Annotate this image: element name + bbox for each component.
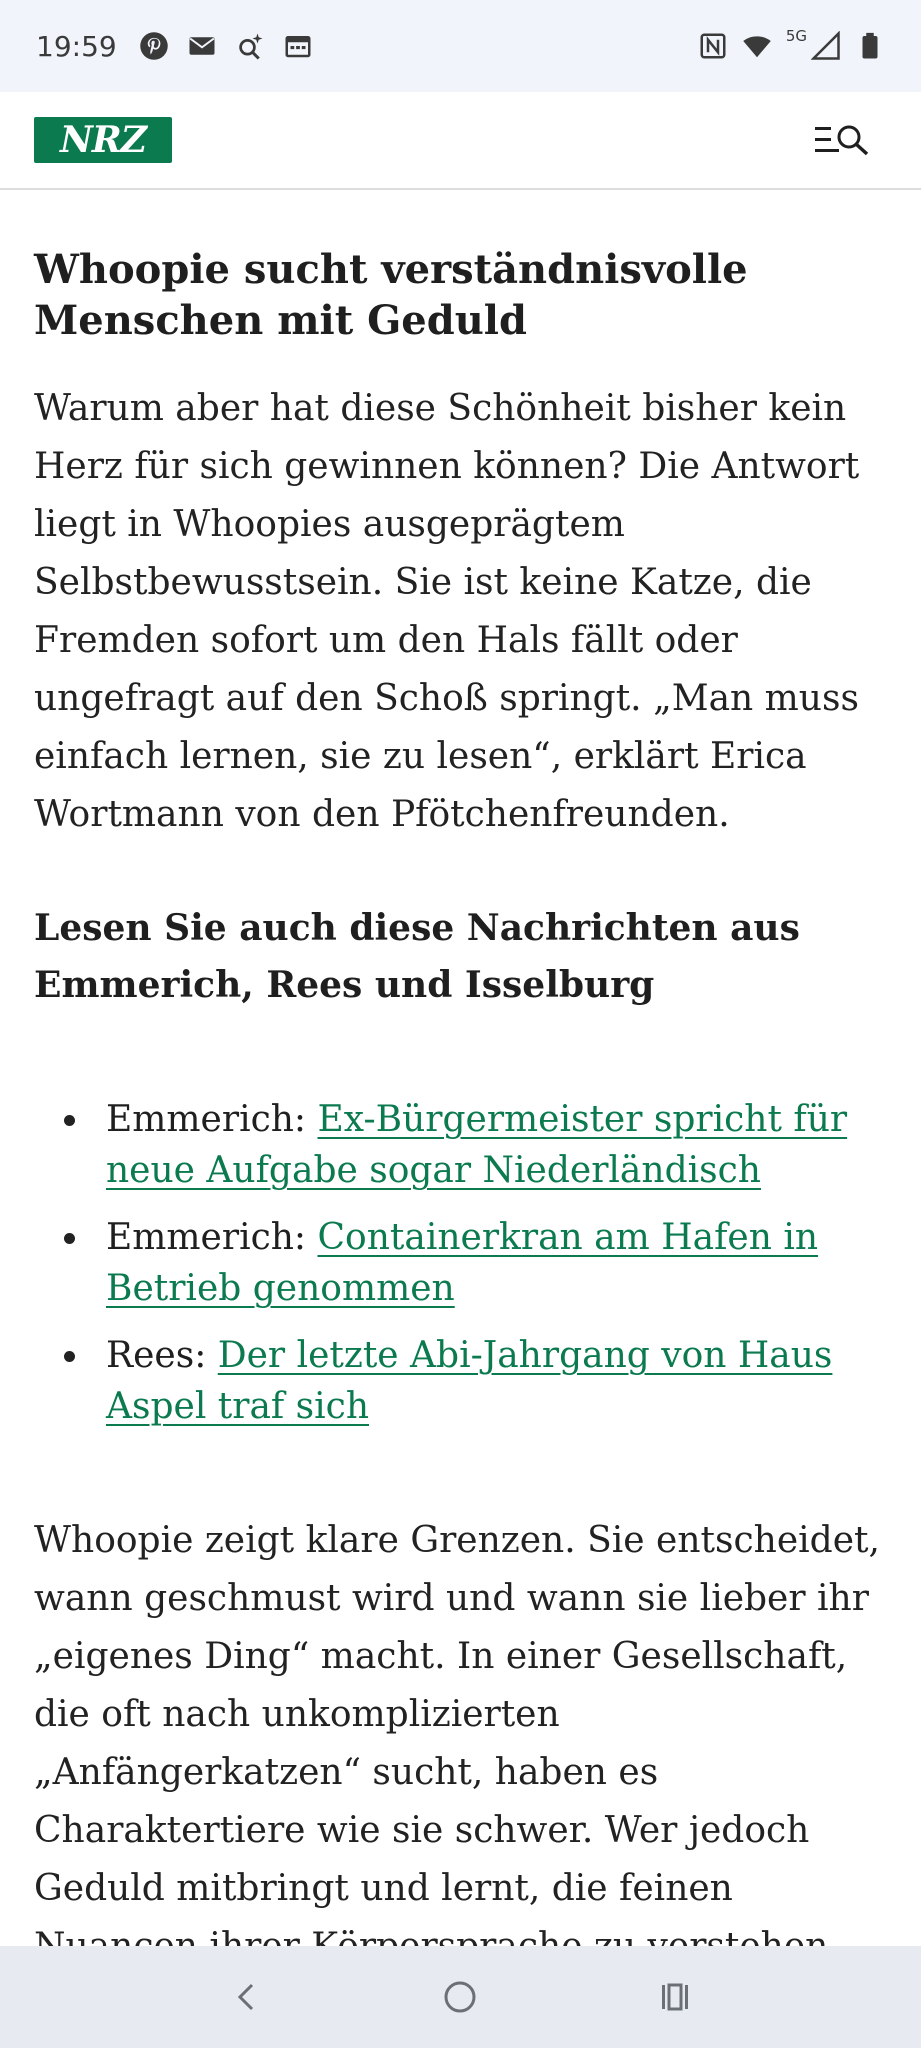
article-paragraph-1: Warum aber hat diese Schönheit bisher kein Herz für sich gewinnen können? Die Antwort liegt in Whoopies ausgeprägtem Selbstbewusstsein. Sie ist keine Katze, die Fremden sofort um den Hals fällt oder ungefragt auf den Schoß springt. „Man muss einfach lernen, sie zu lesen“, erklärt Erica Wortmann von den Pfötchenfreunden.: [34, 388, 860, 835]
article-content: [34, 190, 887, 2034]
nfc-icon: [698, 31, 728, 61]
related-news-link[interactable]: Ex-Bürgermeister spricht für neue Aufgabe sogar Niederländisch: [106, 1099, 848, 1191]
related-news-place: Rees:: [106, 1335, 218, 1376]
bullet-icon: [64, 1233, 75, 1244]
related-news-item: [34, 1094, 887, 1196]
sparkle-search-icon: [235, 31, 265, 61]
article-paragraph-2: Whoopie zeigt klare Grenzen. Sie entscheidet, wann geschmust wird und wann sie lieber ihr „eigenes Ding“ macht. In einer Gesellschaft, die oft nach unkomplizierten „Anfängerkatzen“ sucht, haben es Charaktertiere wie sie schwer. Wer jedoch Geduld mitbringt und lernt, die feinen: [34, 1520, 880, 1909]
status-bar-right: [698, 27, 885, 61]
bullet-icon: [64, 1115, 75, 1126]
network-type: 5G: [785, 27, 807, 45]
section-heading: Whoopie sucht verständnisvolle Menschen mit Geduld: [34, 246, 748, 344]
related-news-place: Emmerich:: [106, 1217, 318, 1258]
bullet-icon: [64, 1351, 75, 1362]
calendar-icon: [283, 31, 313, 61]
system-navigation-bar: [0, 1946, 921, 2048]
related-news-item: [34, 1212, 887, 1314]
related-news-link[interactable]: Der letzte Abi-Jahrgang von Haus Aspel traf sich: [106, 1335, 833, 1427]
status-bar-left: [36, 30, 313, 63]
status-bar: [0, 0, 921, 92]
nrz-logo[interactable]: [34, 117, 172, 163]
related-news-heading: Lesen Sie auch diese Nachrichten aus Emmerich, Rees und Isselburg: [34, 907, 800, 1006]
pinterest-icon: [139, 31, 169, 61]
status-time: 19:59: [36, 29, 117, 63]
related-news-item: [34, 1330, 887, 1432]
related-news-link[interactable]: Containerkran am Hafen in Betrieb genommen: [106, 1217, 819, 1309]
signal-icon: [811, 31, 841, 61]
related-news-list: [34, 1094, 887, 1432]
related-news-place: Emmerich:: [106, 1099, 318, 1140]
home-icon[interactable]: [430, 1967, 490, 2027]
recents-icon[interactable]: [644, 1967, 704, 2027]
site-header: [0, 92, 921, 190]
mail-icon: [187, 31, 217, 61]
battery-icon: [855, 31, 885, 61]
logo-text: NRZ: [59, 119, 147, 161]
menu-search-icon[interactable]: [813, 118, 873, 162]
back-icon[interactable]: [217, 1967, 277, 2027]
wifi-icon: [742, 31, 772, 61]
